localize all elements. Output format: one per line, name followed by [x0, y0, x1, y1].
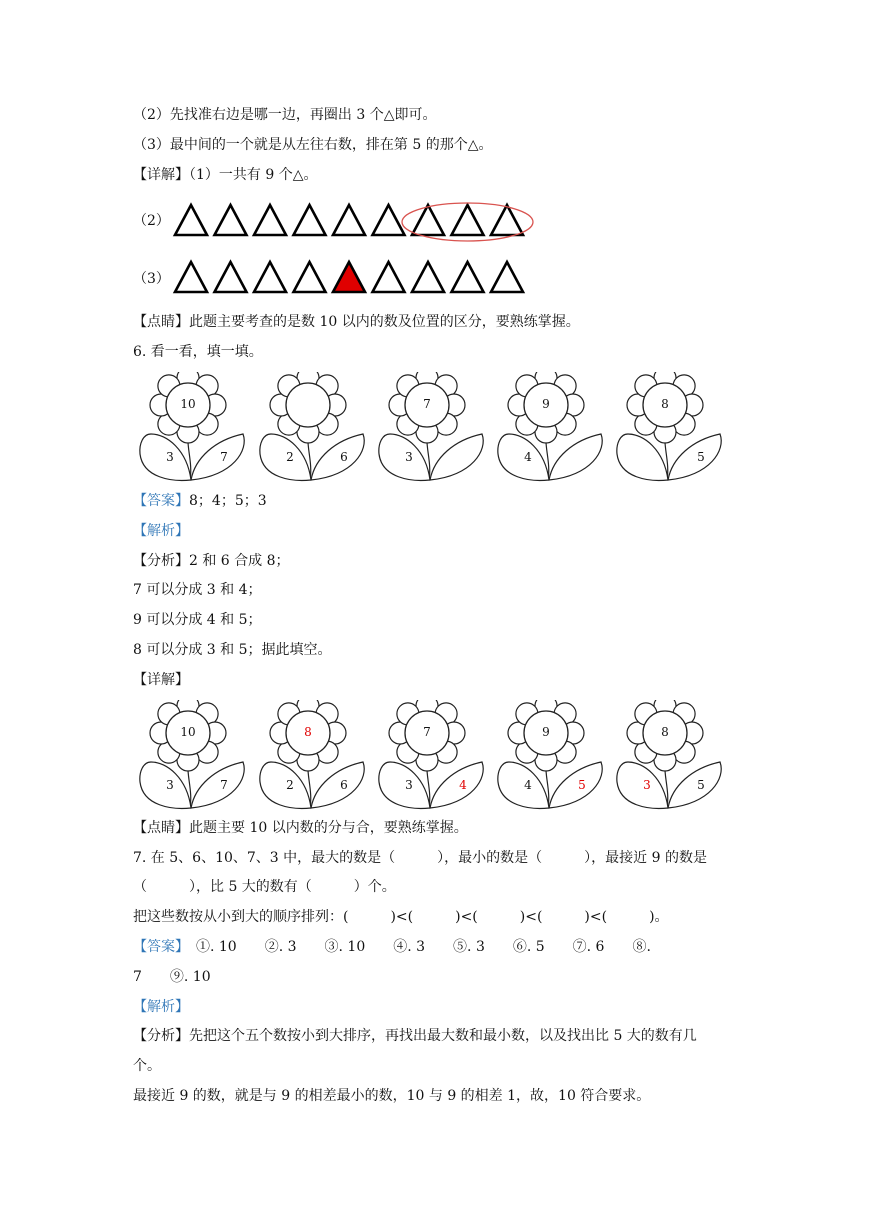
triangle	[373, 205, 405, 235]
flower-number-left: 3	[166, 450, 174, 464]
analysis-line: 【分析】2 和 6 合成 8；	[133, 553, 290, 569]
triangle	[412, 262, 444, 292]
triangle	[254, 205, 286, 235]
flower-number-left: 2	[286, 450, 294, 464]
flower	[495, 700, 605, 816]
flower-number-right: 4	[459, 778, 467, 792]
triangle	[175, 262, 207, 292]
question-7-line-2: （ ），比 5 大的数有（ ）个。	[133, 879, 396, 895]
flower-number-left: 4	[524, 450, 532, 464]
flower-number-left: 3	[643, 778, 651, 792]
analysis-line: 最接近 9 的数，就是与 9 的相差最小的数，10 与 9 的相差 1，故，10 符合要求。	[133, 1088, 651, 1104]
triangle	[215, 205, 247, 235]
flower-number-left: 3	[405, 450, 413, 464]
triangle-row-2	[133, 200, 553, 240]
flower	[495, 372, 605, 488]
triangle-filled	[333, 262, 365, 292]
analysis-line: 8 可以分成 3 和 5；据此填空。	[133, 642, 332, 658]
flower	[376, 700, 486, 816]
flower-number-left: 4	[524, 778, 532, 792]
triangle	[452, 205, 484, 235]
flower	[614, 372, 724, 488]
flower-number-left: 2	[286, 778, 294, 792]
answer-label: 【答案】	[133, 939, 182, 955]
triangle	[294, 205, 326, 235]
answer-label: 【答案】	[133, 493, 189, 509]
flower	[614, 700, 724, 816]
triangle	[373, 262, 405, 292]
flower	[257, 700, 367, 816]
flower-number-top: 7	[423, 397, 431, 411]
flower-number-top: 9	[542, 725, 550, 739]
flower	[376, 372, 486, 488]
flower-number-top: 8	[661, 397, 669, 411]
flower-number-right: 6	[340, 778, 348, 792]
flower-number-right: 6	[340, 450, 348, 464]
flower-number-right: 5	[697, 778, 705, 792]
analysis-line: 9 可以分成 4 和 5；	[133, 612, 262, 628]
answer-7-cont: 7 ⑨. 10	[133, 969, 211, 985]
triangle	[294, 262, 326, 292]
flower-number-top: 8	[661, 725, 669, 739]
flower	[257, 372, 367, 488]
flower-number-top: 7	[423, 725, 431, 739]
flower	[137, 700, 247, 816]
flower-number-top: 10	[180, 725, 196, 739]
flower	[137, 372, 247, 488]
flower-number-right: 7	[220, 450, 228, 464]
answer-7	[133, 937, 651, 957]
flower-row-question	[133, 372, 733, 488]
flower-number-top: 10	[180, 397, 196, 411]
triangle-row-label: （3）	[133, 271, 170, 287]
flower-row-answer	[133, 700, 733, 816]
analysis-line: 7 可以分成 3 和 4；	[133, 582, 262, 598]
question-6: 6. 看一看，填一填。	[133, 344, 263, 360]
text-line-step3: （3）最中间的一个就是从左往右数，排在第 5 的那个△。	[133, 137, 493, 153]
triangle-row-3	[133, 258, 553, 298]
flower-number-top: 9	[542, 397, 550, 411]
text-line-remark: 【点睛】此题主要 10 以内数的分与合，要熟练掌握。	[133, 820, 468, 836]
detail-label: 【详解】	[133, 672, 189, 688]
answer-6	[133, 491, 267, 511]
flower-number-right: 5	[578, 778, 586, 792]
text-line-detail: 【详解】（1）一共有 9 个△。	[133, 167, 318, 183]
flower-number-right: 7	[220, 778, 228, 792]
triangle	[175, 205, 207, 235]
triangle-row-label: （2）	[133, 213, 170, 229]
answer-text: 8；4；5；3	[189, 493, 267, 509]
question-7-line-3: 把这些数按从小到大的顺序排列：( )<( )<( )<( )<( )。	[133, 909, 669, 925]
analysis-label: 【解析】	[133, 999, 189, 1015]
triangle	[215, 262, 247, 292]
triangle	[491, 262, 523, 292]
analysis-label: 【解析】	[133, 523, 189, 539]
flower-number-left: 3	[166, 778, 174, 792]
triangle-row-2-graphic	[133, 197, 553, 243]
question-7-line-1: 7. 在 5、6、10、7、3 中，最大的数是（ ），最小的数是（ ），最接近 9 的数是	[133, 850, 707, 866]
triangle	[452, 262, 484, 292]
triangle	[254, 262, 286, 292]
text-line-step2: （2）先找准右边是哪一边，再圈出 3 个△即可。	[133, 107, 437, 123]
flower-number-top: 8	[304, 725, 312, 739]
analysis-line: 【分析】先把这个五个数按小到大排序，再找出最大数和最小数，以及找出比 5 大的数有几	[133, 1028, 697, 1044]
flower-number-right: 5	[697, 450, 705, 464]
flower-number-left: 3	[405, 778, 413, 792]
analysis-line: 个。	[133, 1058, 161, 1074]
text-line-remark: 【点睛】此题主要考查的是数 10 以内的数及位置的区分，要熟练掌握。	[133, 314, 580, 330]
answer-text: ①. 10 ②. 3 ③. 10 ④. 3 ⑤. 3 ⑥. 5 ⑦. 6 ⑧.	[182, 939, 651, 955]
triangle	[333, 205, 365, 235]
triangle-row-3-graphic	[133, 258, 553, 298]
